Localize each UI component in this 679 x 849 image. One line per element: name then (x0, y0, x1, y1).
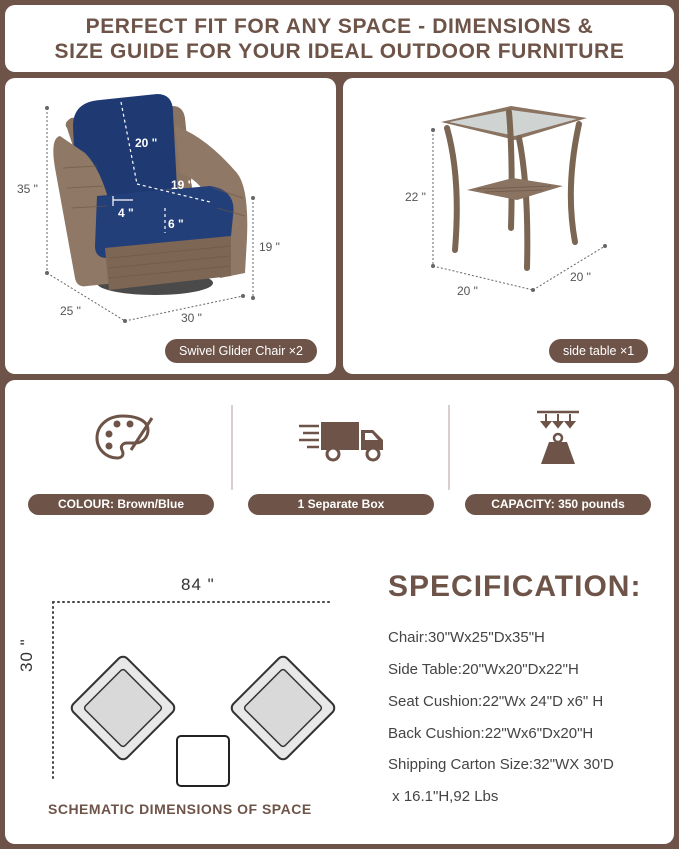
schematic-caption: SCHEMATIC DIMENSIONS OF SPACE (48, 801, 312, 817)
capacity-badge: CAPACITY: 350 pounds (465, 494, 651, 515)
space-width-label: 84 " (181, 575, 215, 594)
header-title-line-2: SIZE GUIDE FOR YOUR IDEAL OUTDOOR FURNITURE (54, 39, 625, 63)
colour-badge: COLOUR: Brown/Blue (28, 494, 214, 515)
side-table-illustration (343, 78, 674, 374)
table-width-label: 20 " (457, 284, 478, 298)
features-and-specs-panel (5, 380, 674, 844)
seat-width-label: 19 " (171, 178, 194, 192)
header-title-line-1: PERFECT FIT FOR ANY SPACE - DIMENSIONS & (85, 14, 594, 38)
back-cushion-height-label: 20 " (135, 136, 158, 150)
chair-depth-label: 25 " (60, 304, 81, 318)
delivery-truck-icon (297, 418, 387, 464)
chair-dimensions-panel (5, 78, 336, 374)
table-height-label: 22 " (405, 190, 426, 204)
palette-icon (95, 412, 155, 462)
weight-capacity-icon (535, 408, 581, 468)
spec-line-back-cushion: Back Cushion:22"Wx6"Dx20"H (388, 725, 594, 742)
chair-height-label: 35 " (17, 182, 38, 196)
specification-title: SPECIFICATION: (388, 570, 642, 603)
table-depth-label: 20 " (570, 270, 591, 284)
table-quantity-badge: side table ×1 (549, 339, 648, 363)
feature-divider-1 (231, 405, 233, 490)
package-badge: 1 Separate Box (248, 494, 434, 515)
spec-line-shipping-carton: Shipping Carton Size:32"WX 30'D (388, 756, 614, 773)
spec-line-shipping-weight: x 16.1"H,92 Lbs (388, 788, 499, 805)
chair-width-label: 30 " (181, 311, 202, 325)
spec-line-side-table: Side Table:20"Wx20"Dx22"H (388, 661, 579, 678)
chair-seat-height-label: 19 " (259, 240, 280, 254)
table-dimensions-panel (343, 78, 674, 374)
feature-divider-2 (448, 405, 450, 490)
arm-gap-label: 4 " (118, 206, 134, 220)
space-schematic-diagram (15, 590, 355, 790)
seat-thickness-label: 6 " (168, 217, 184, 231)
spec-line-seat-cushion: Seat Cushion:22"Wx 24"D x6" H (388, 693, 604, 710)
space-depth-label: 30 " (17, 638, 36, 672)
spec-line-chair: Chair:30"Wx25"Dx35"H (388, 629, 545, 646)
chair-quantity-badge: Swivel Glider Chair ×2 (165, 339, 317, 363)
header-banner (5, 5, 674, 72)
